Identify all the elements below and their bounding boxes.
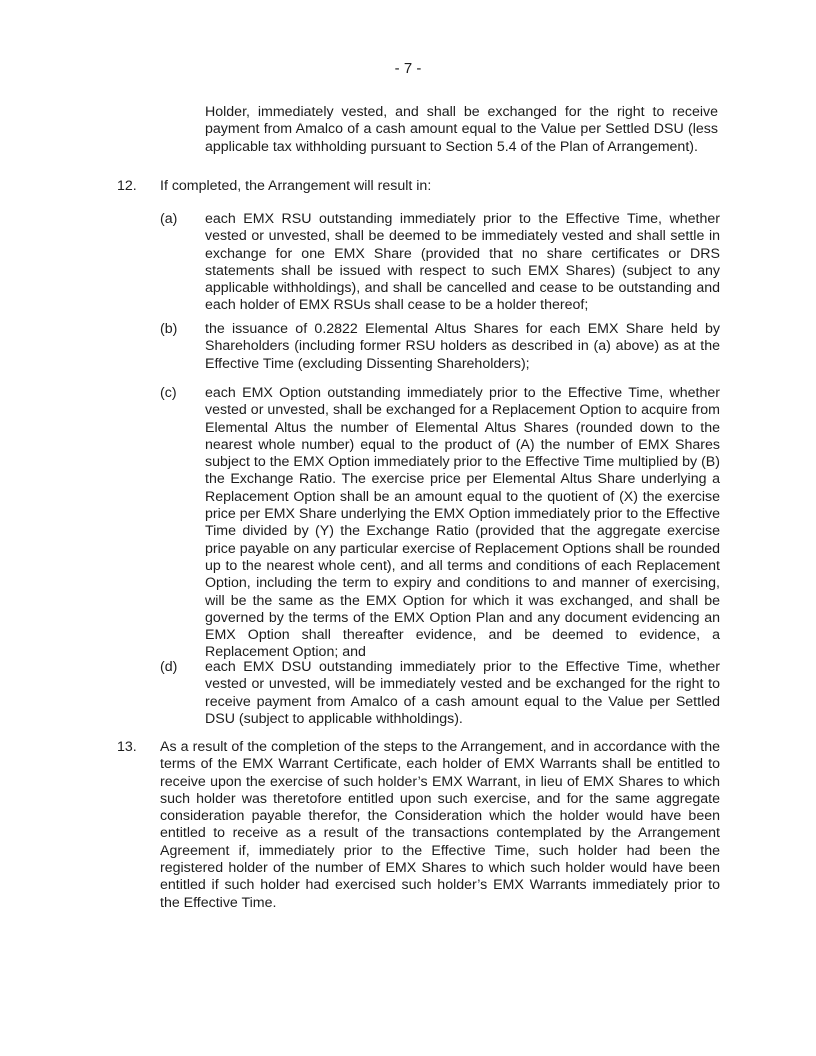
page-number: - 7 - [394,60,422,77]
item-d-label: (d) [160,659,178,675]
paragraph-12-intro: If completed, the Arrangement will result in: [160,178,432,194]
item-d-text: each EMX DSU outstanding immediately prior to the Effective Time, whether vested or unvested, will be immediately vested and be exchanged for the right to receive payment from Amalco of a cash amount equal to the Value per Settled DSU (subject to applicable withholdings). [205,659,720,727]
item-b-label: (b) [160,321,178,337]
item-c-label: (c) [160,385,177,401]
paragraph-13-number: 13. [117,739,137,755]
item-a-label: (a) [160,211,178,227]
paragraph-13-text: As a result of the completion of the steps to the Arrangement, and in accordance with the terms of the EMX Warrant Certificate, each holder of EMX Warrants shall be entitled to receive upon the exercise of such holder’s EMX Warrant, in lieu of EMX Shares to which such holder was theretofore entitled upon such exercise, and for the same aggregate consideration payable therefor, the Consideration which the holder would have been entitled to receive as a result of the transactions contemplated by the Arrangement Agreement if, immediately prior to the Effective Time, such holder had been the registered holder of the number of EMX Shares to which such holder would have been entitled if such holder had exercised such holder’s EMX Warrants immediately prior to the Effective Time. [160,739,720,911]
paragraph-12-number: 12. [117,178,137,194]
item-c-text: each EMX Option outstanding immediately prior to the Effective Time, whether vested or unvested, shall be exchanged for a Replacement Option to acquire from Elemental Altus the number of Elemental Altus Shares (rounded down to the nearest whole number) equal to the product of (A) the number of EMX Shares subject to the EMX Option immediately prior to the Effective Time multiplied by (B) the Exchange Ratio. The exercise price per Elemental Altus Share underlying a Replacement Option shall be an amount equal to the quotient of (X) the exercise price per EMX Share underlying the EMX Option immediately prior to the Effective Time divided by (Y) the Exchange Ratio (provided that the aggregate exercise price payable on any particular exercise of Replacement Options shall be rounded up to the nearest whole cent), and all terms and conditions of each Replacement Option, including the term to expiry and conditions to and manner of exercising, will be the same as the EMX Option for which it was exchanged, and shall be governed by the terms of the EMX Option Plan and any document evidencing an EMX Option shall thereafter evidence, and be deemed to evidence, a Replacement Option; and [205,385,720,661]
continuation-paragraph: Holder, immediately vested, and shall be exchanged for the right to receive payment from Amalco of a cash amount equal to the Value per Settled DSU (less applicable tax withholding pursuant to Section 5.4 of the Plan of Arrangement). [205,104,718,155]
item-b-text: the issuance of 0.2822 Elemental Altus Shares for each EMX Share held by Shareholders (including former RSU holders as described in (a) above) as at the Effective Time (excluding Dissenting Shareholders); [205,321,720,372]
item-a-text: each EMX RSU outstanding immediately prior to the Effective Time, whether vested or unvested, shall be deemed to be immediately vested and shall settle in exchange for one EMX Share (provided that no share certificates or DRS statements shall be issued with respect to such EMX Shares) (subject to any applicable withholdings), and shall be cancelled and cease to be outstanding and each holder of EMX RSUs shall cease to be a holder thereof; [205,211,720,314]
